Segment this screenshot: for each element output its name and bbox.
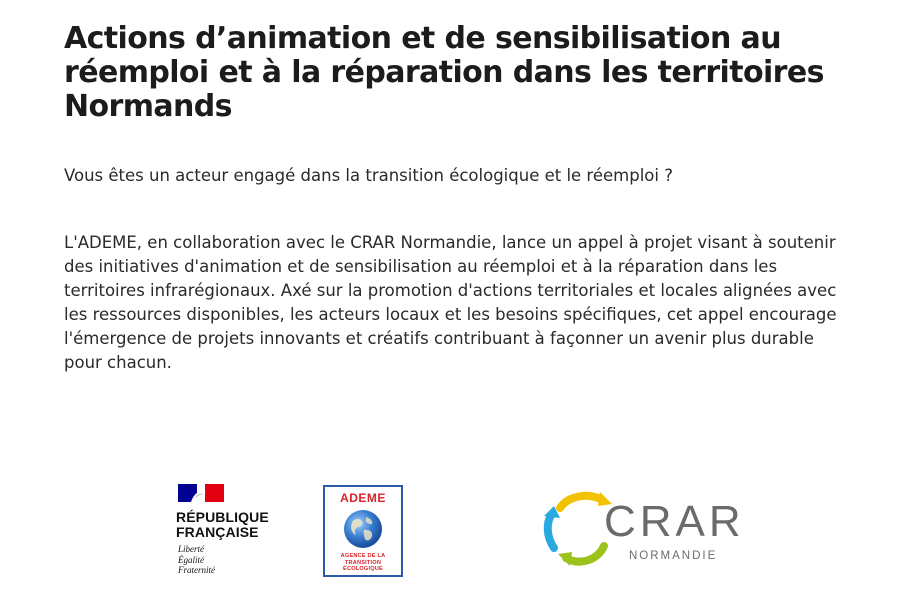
body-paragraph: L'ADEME, en collaboration avec le CRAR Normandie, lance un appel à projet visant à soutenir des initiatives d'animation et de sensibilisation au réemploi et à la réparation dans les territoires infrarégionaux. Axé sur la promotion d'actions territoriales et locales alignées avec les ressources disponibles, les acteurs locaux et les besoins spécifiques, cet appel encourage l'émergence de projets innovants et créatifs contribuant à façonner un avenir plus durable pour chacun. (64, 233, 837, 372)
ademe-subtitle: AGENCE DE LA TRANSITION ÉCOLOGIQUE (340, 553, 386, 573)
crar-name: CRAR (604, 497, 745, 546)
intro-text: Vous êtes un acteur engagé dans la transition écologique et le réemploi ? (64, 166, 673, 185)
ademe-logo (323, 485, 403, 577)
crar-normandie-logo (540, 486, 745, 572)
crar-subtitle: NORMANDIE (629, 550, 718, 562)
republique-francaise-logo (176, 484, 306, 584)
globe-icon (342, 508, 384, 550)
republique-francaise-name: RÉPUBLIQUE FRANÇAISE (176, 509, 269, 540)
ademe-name: ADEME (340, 491, 386, 505)
page-title: Actions d’animation et de sensibilisation au réemploi et à la réparation dans les territoires Normands (64, 21, 824, 124)
marianne-flag-icon (178, 484, 224, 502)
republique-motto: Liberté Égalité Fraternité (178, 544, 215, 575)
